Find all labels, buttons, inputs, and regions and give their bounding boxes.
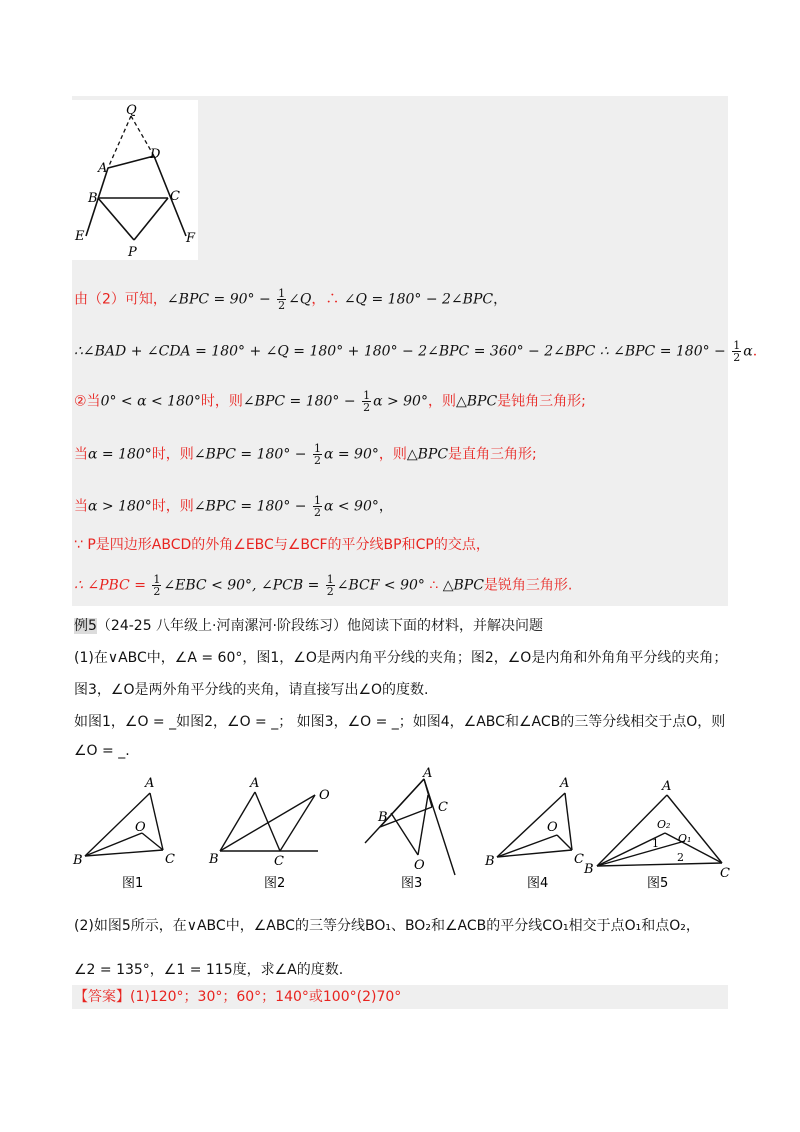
- svg-text:O₁: O₁: [678, 832, 692, 845]
- figure-4: [497, 793, 572, 857]
- example-header: 例5（24-25 八年级上·河南漯河·阶段练习）他阅读下面的材料，并解决问题: [74, 618, 543, 634]
- solution-line-2: ∴∠BAD + ∠CDA = 180° + ∠Q = 180° + 180° − 2∠BPC = 360° − 2∠BPC ∴ ∠BPC = 180° − $\frac{1}{2}$ α.: [74, 339, 758, 364]
- label-D: D: [150, 147, 161, 162]
- answer-label: 【答案】: [74, 989, 130, 1005]
- svg-text:B: B: [378, 810, 388, 825]
- svg-text:B: B: [73, 853, 83, 868]
- caption-1: 图1: [122, 876, 144, 891]
- solution-line-1: 由（2）可知，∠BPC = 90° − $\frac{1}{2}$ ∠Q，∴ ∠Q = 180° − 2∠BPC，: [74, 287, 508, 312]
- figure-1: [85, 793, 163, 856]
- label-Q: Q: [126, 103, 137, 118]
- svg-text:C: C: [574, 852, 584, 867]
- answer-line: [74, 987, 401, 1007]
- solution-line-7: ∴ ∠PBC = $\frac{1}{2}$ ∠EBC < 90°, ∠PCB = $\frac{1}{2}$ ∠BCF < 90° ∴ △BPC是锐角三角形.: [74, 573, 573, 598]
- label-F: F: [186, 231, 196, 246]
- solution-line-3: ②当0° < α < 180°时，则∠BPC = 180° − $\frac{1}{2}$ α > 90°，则△BPC是钝角三角形;: [74, 389, 586, 414]
- svg-text:C: C: [165, 852, 175, 867]
- question-1-line-b: 图3，∠O是两外角平分线的夹角，请直接写出∠O的度数.: [74, 682, 429, 698]
- svg-text:2: 2: [677, 851, 684, 864]
- svg-text:A: A: [250, 776, 260, 791]
- question-1-line-a: (1)在∨ABC中，∠A = 60°，图1，∠O是两内角平分线的夹角；图2，∠O是内角和外角角平分线的夹角；: [74, 650, 728, 666]
- caption-2: 图2: [264, 876, 286, 891]
- svg-text:C: C: [720, 866, 730, 881]
- svg-text:B: B: [584, 862, 594, 877]
- svg-text:C: C: [274, 854, 284, 869]
- solution-line-5: 当α > 180°时，则∠BPC = 180° − $\frac{1}{2}$ α < 90°，: [74, 494, 393, 519]
- svg-text:1: 1: [652, 837, 659, 850]
- question-2-line-a: (2)如图5所示，在∨ABC中，∠ABC的三等分线BO₁、BO₂和∠ACB的平分线CO₁相交于点O₁和点O₂，: [74, 918, 700, 934]
- caption-4: 图4: [527, 876, 549, 891]
- quadrilateral-figure: [72, 100, 198, 260]
- svg-text:O₂: O₂: [657, 818, 671, 831]
- svg-text:O: O: [135, 820, 146, 835]
- label-A: A: [98, 161, 108, 176]
- figure-2: [220, 792, 318, 851]
- svg-text:O: O: [414, 858, 425, 873]
- example-tag: 例5: [74, 618, 97, 634]
- svg-text:O: O: [319, 788, 330, 803]
- svg-text:A: A: [145, 776, 155, 791]
- label-C: C: [170, 189, 180, 204]
- svg-text:O: O: [547, 820, 558, 835]
- top-figure-box: [72, 100, 198, 260]
- question-2-line-b: ∠2 = 135°，∠1 = 115度，求∠A的度数.: [74, 962, 344, 978]
- svg-text:C: C: [438, 800, 448, 815]
- caption-5: 图5: [647, 876, 669, 891]
- svg-text:B: B: [209, 852, 219, 867]
- label-P: P: [128, 245, 137, 260]
- svg-text:A: A: [560, 776, 570, 791]
- label-B: B: [88, 191, 98, 206]
- svg-text:A: A: [662, 779, 672, 794]
- solution-line-4: 当α = 180°时，则∠BPC = 180° − $\frac{1}{2}$ α = 90°，则△BPC是直角三角形;: [74, 442, 537, 467]
- label-E: E: [75, 229, 85, 244]
- svg-text:A: A: [423, 766, 433, 781]
- caption-3: 图3: [401, 876, 423, 891]
- question-1-line-d: ∠O = _.: [74, 743, 130, 759]
- answer-text: (1)120°；30°；60°；140°或100°(2)70°: [130, 989, 402, 1005]
- figure-3: [365, 779, 455, 875]
- solution-line-6: ∵ P是四边形ABCD的外角∠EBC与∠BCF的平分线BP和CP的交点，: [74, 537, 490, 553]
- question-1-line-c: 如图1，∠O = _如图2，∠O = _； 如图3，∠O = _；如图4，∠ABC和∠ACB的三等分线相交于点O，则: [74, 714, 726, 730]
- figures-row: [60, 765, 750, 895]
- svg-text:B: B: [485, 854, 495, 869]
